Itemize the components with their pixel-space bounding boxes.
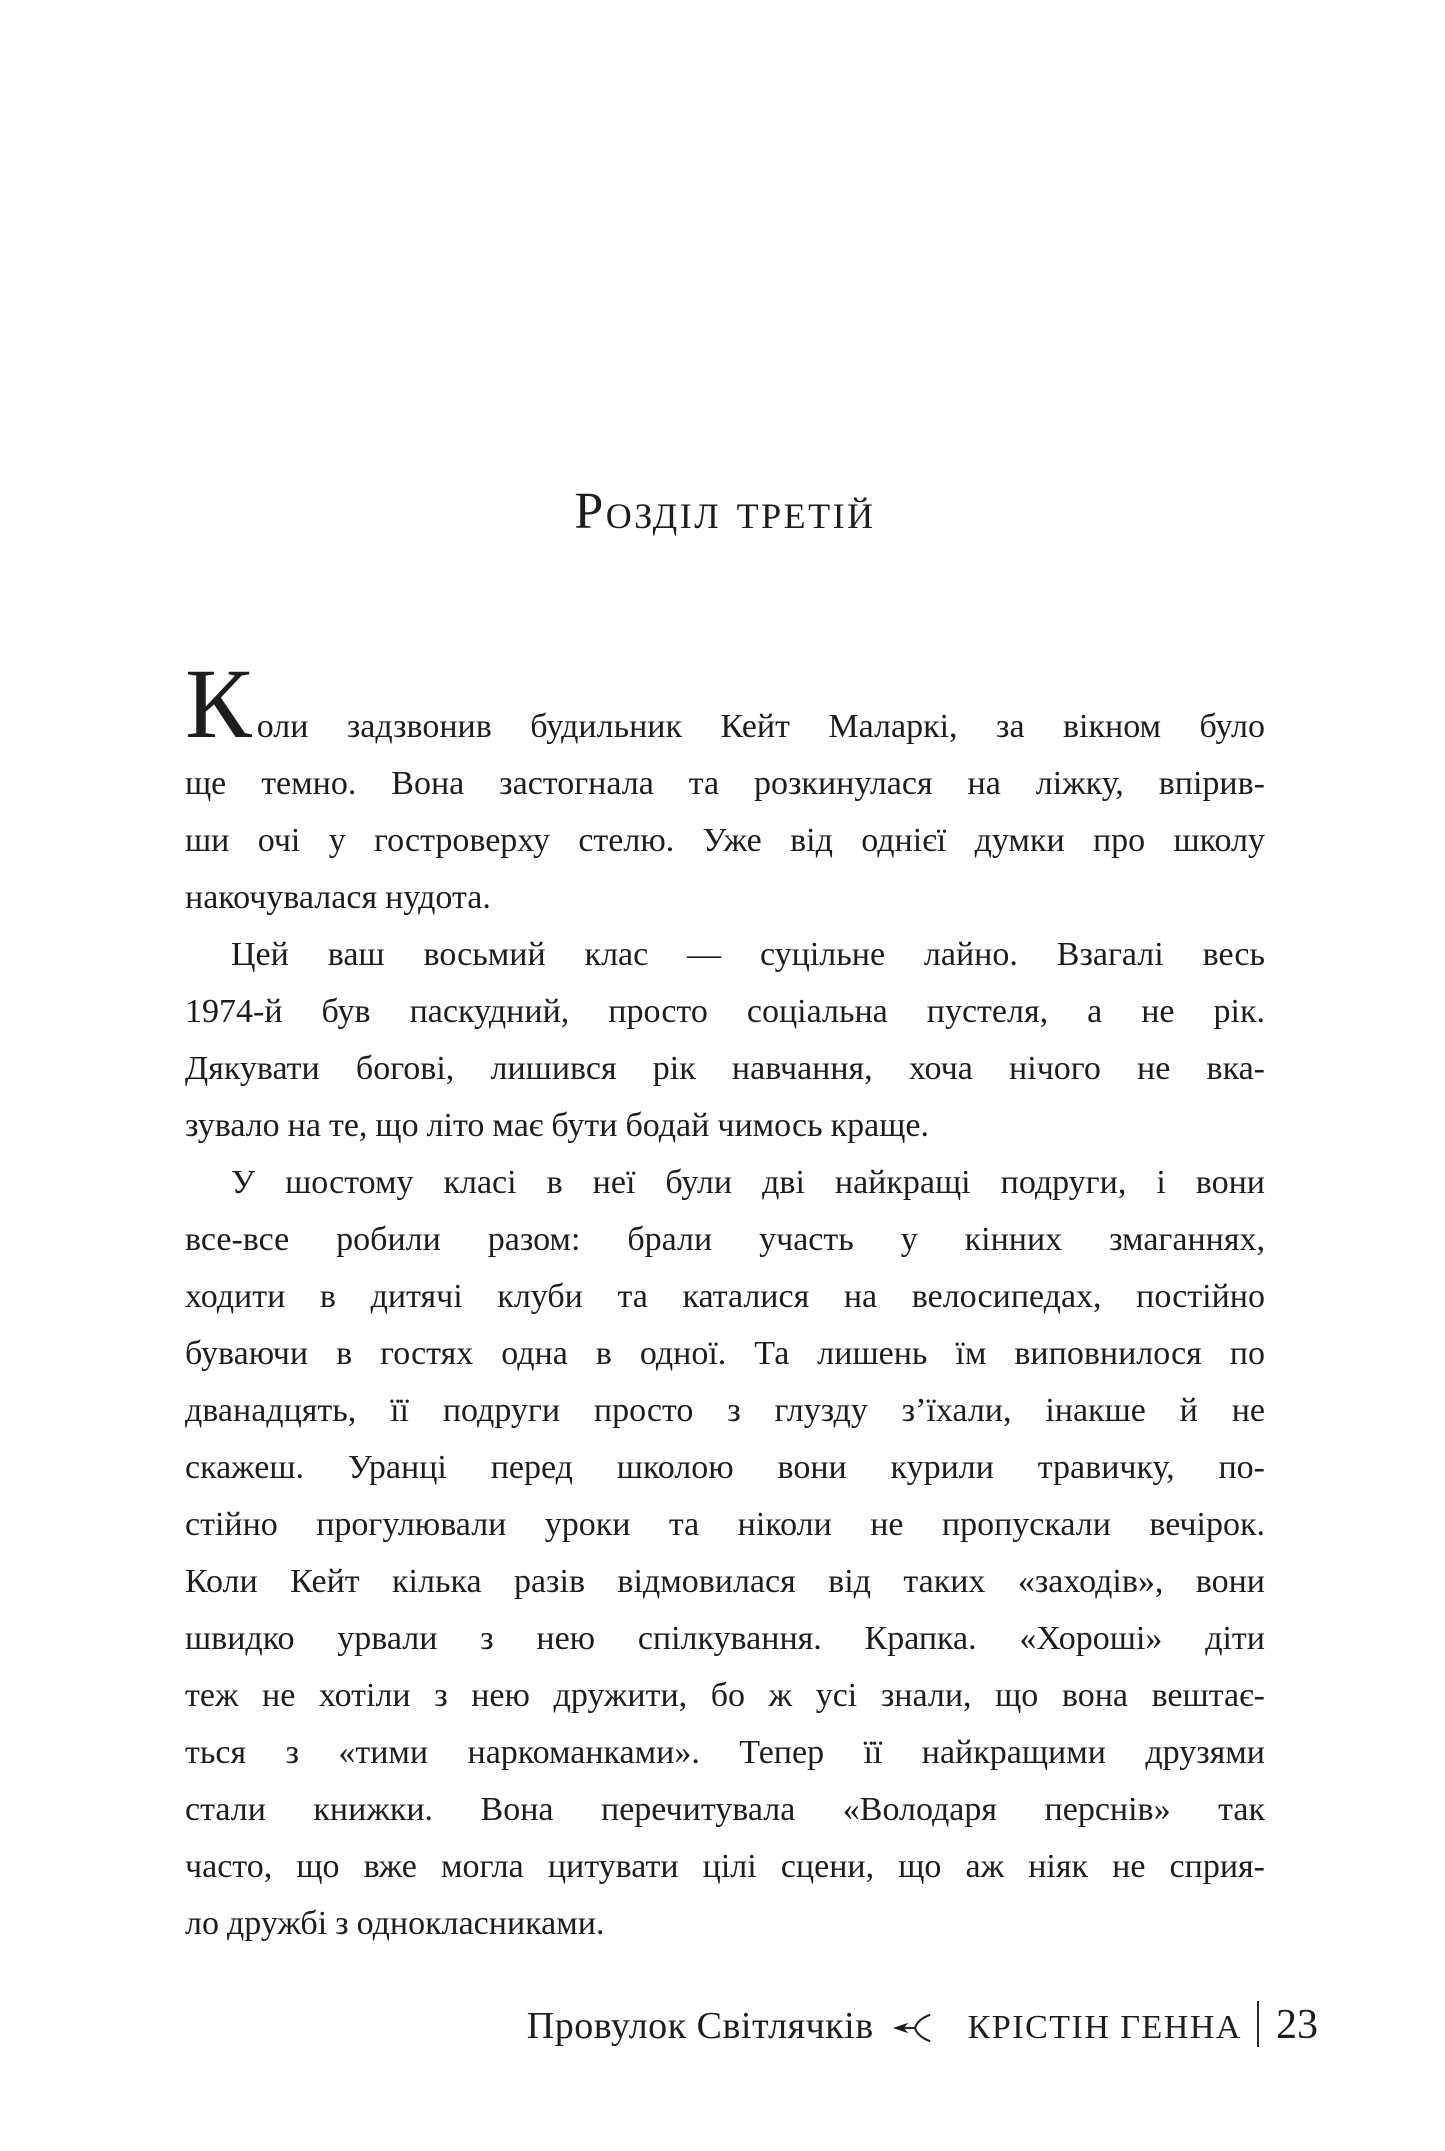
text-line: стійно прогулювали уроки та ніколи не пропускали вечірок. bbox=[185, 1506, 1265, 1543]
paragraph bbox=[185, 648, 1265, 926]
text-line: все-все робили разом: брали участь у кінних змаганнях, bbox=[185, 1221, 1265, 1258]
text-line: швидко урвали з нею спілкування. Крапка. «Хороші» діти bbox=[185, 1620, 1265, 1657]
footer-author: КРІСТІН ГЕННА bbox=[967, 2009, 1242, 2046]
text-line: зувало на те, що літо має бути бодай чимось краще. bbox=[185, 1107, 929, 1144]
text-line: стали книжки. Вона перечитувала «Володаря перснів» так bbox=[185, 1791, 1265, 1828]
text-line: скажеш. Уранці перед школою вони курили травичку, по- bbox=[185, 1449, 1265, 1486]
body-text bbox=[185, 648, 1265, 1952]
text-line: Коли задзвонив будильник Кейт Маларкі, за вікном було bbox=[185, 648, 1265, 759]
footer-divider bbox=[1257, 2001, 1259, 2047]
text-line: ши очі у гостроверху стелю. Уже від однієї думки про школу bbox=[185, 822, 1265, 859]
text-line: ло дружбі з однокласниками. bbox=[185, 1905, 605, 1942]
text-line: ще темно. Вона застогнала та розкинулася на ліжку, впірив- bbox=[185, 765, 1265, 802]
text-line: накочувалася нудота. bbox=[185, 879, 491, 916]
footer-book-title: Провулок Світлячків bbox=[526, 2005, 874, 2047]
text-line: Дякувати богові, лишився рік навчання, хоча нічого не вка- bbox=[185, 1050, 1265, 1087]
paragraph bbox=[185, 1154, 1265, 1952]
text-line: У шостому класі в неї були дві найкращі подруги, і вони bbox=[231, 1164, 1265, 1201]
chapter-heading: Розділ третій bbox=[574, 483, 876, 540]
page-number: 23 bbox=[1276, 2002, 1318, 2048]
text-line: дванадцять, її подруги просто з глузду з’їхали, інакше й не bbox=[185, 1392, 1265, 1429]
raised-initial-letter: К bbox=[185, 648, 252, 759]
text-line: ходити в дитячі клуби та каталися на велосипедах, постійно bbox=[185, 1278, 1265, 1315]
firefly-ornament-icon bbox=[892, 2012, 938, 2044]
page-footer bbox=[527, 2001, 1318, 2054]
text-line: буваючи в гостях одна в одної. Та лишень їм виповнилося по bbox=[185, 1335, 1265, 1372]
text-line: Цей ваш восьмий клас — суцільне лайно. Взагалі весь bbox=[231, 936, 1265, 973]
text-line: Коли Кейт кілька разів відмовилася від таких «заходів», вони bbox=[185, 1563, 1265, 1600]
text-line: ться з «тими наркоманками». Тепер її найкращими друзями bbox=[185, 1734, 1265, 1771]
text-line: часто, що вже могла цитувати цілі сцени, що аж ніяк не сприя- bbox=[185, 1848, 1265, 1885]
text-line: теж не хотіли з нею дружити, бо ж усі знали, що вона вештає- bbox=[185, 1677, 1265, 1714]
paragraph bbox=[185, 926, 1265, 1154]
text-line: 1974-й був паскудний, просто соціальна пустеля, а не рік. bbox=[185, 993, 1265, 1030]
